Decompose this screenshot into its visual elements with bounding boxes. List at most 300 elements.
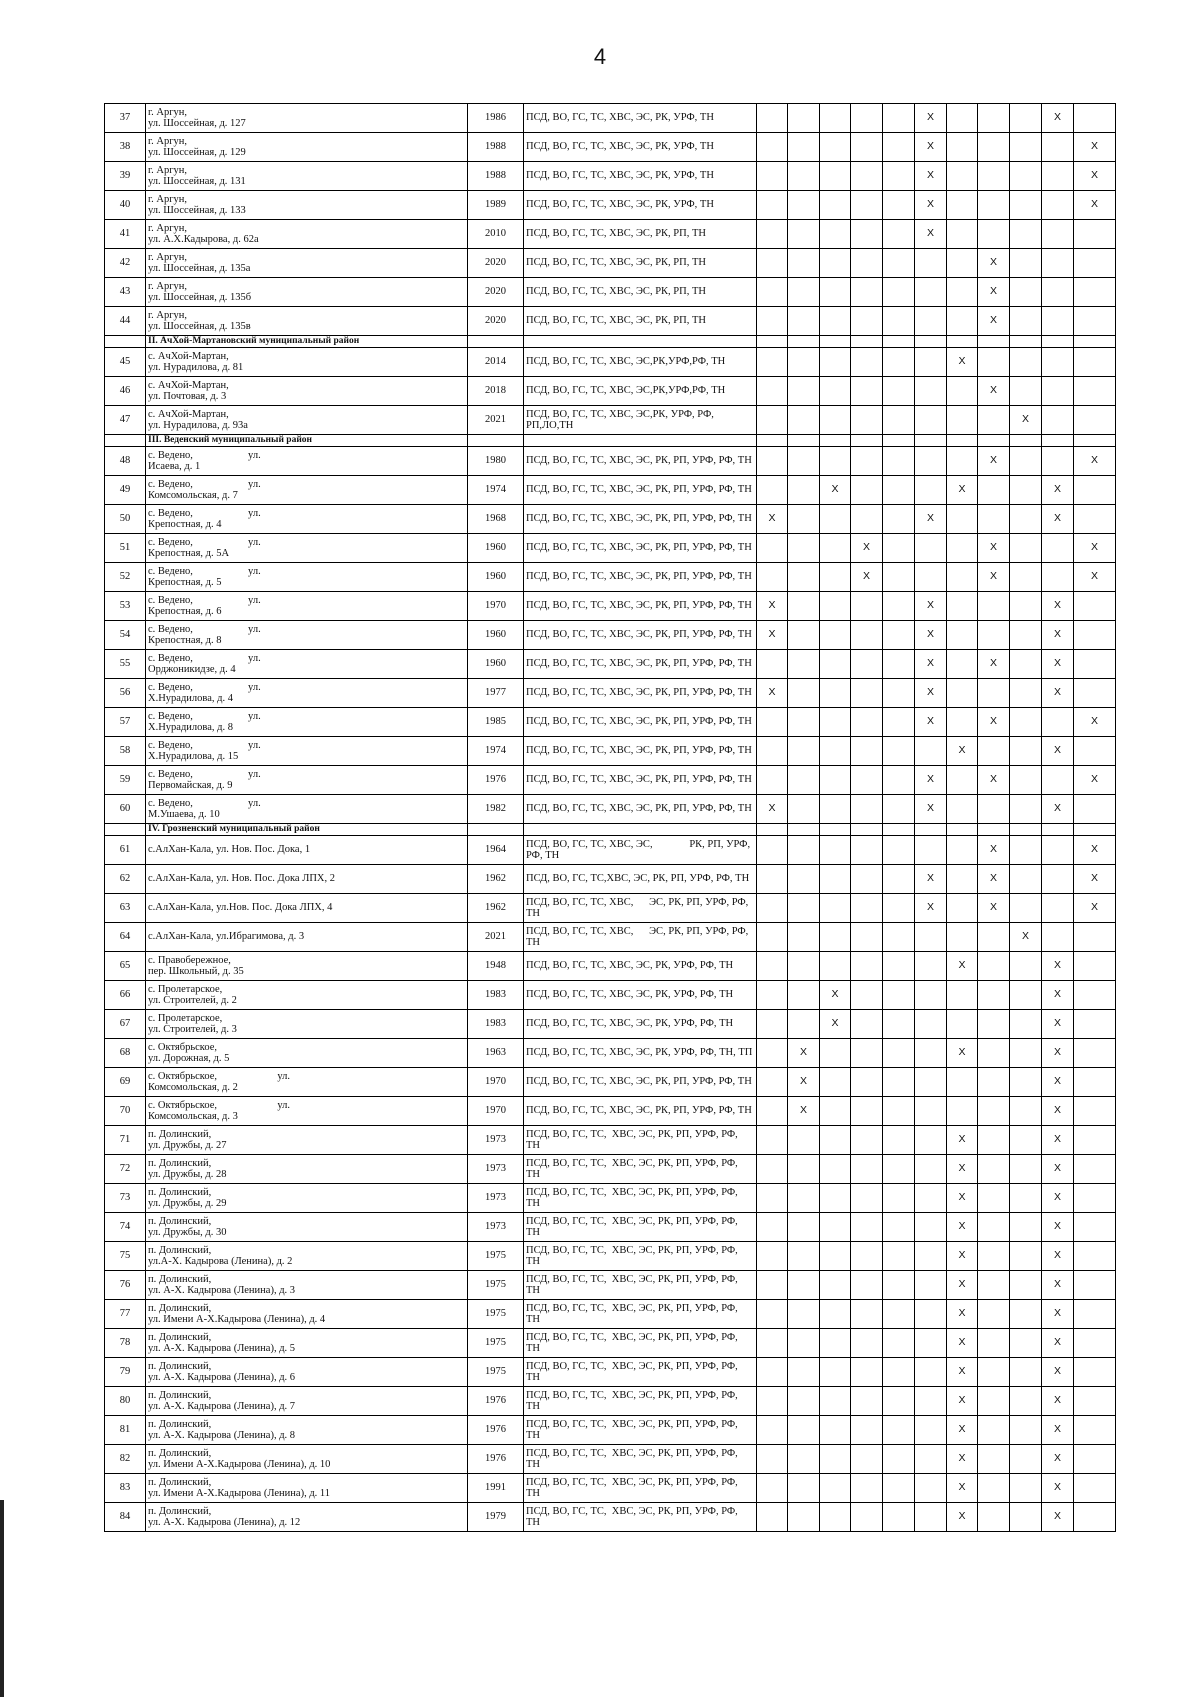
address-line: ул. Дружбы, д. 29: [148, 1198, 227, 1209]
mark-cell: [757, 307, 788, 336]
mark-cell: [883, 1416, 915, 1445]
mark-cell: X: [947, 1329, 978, 1358]
table-row: [105, 836, 1116, 865]
mark-cell: [883, 795, 915, 824]
mark-cell: [1010, 1039, 1042, 1068]
section-empty-cell: [788, 435, 820, 447]
works-cell: ПСД, ВО, ГС, ТС, ХВС, ЭС, РК, УРФ, РФ, ТН: [524, 952, 757, 981]
mark-cell: [1074, 952, 1116, 981]
mark-cell: [1074, 1329, 1116, 1358]
row-number: 58: [105, 737, 146, 766]
mark-cell: X: [1042, 1387, 1074, 1416]
mark-cell: X: [915, 865, 947, 894]
mark-cell: [851, 1242, 883, 1271]
address-line: с. АчХой-Мартан,: [148, 408, 229, 420]
table-row: [105, 1068, 1116, 1097]
table-row: [105, 1184, 1116, 1213]
address-line: ул. А-Х. Кадырова (Ленина), д. 12: [148, 1517, 301, 1528]
address-line: ул. А-Х. Кадырова (Ленина), д. 5: [148, 1343, 296, 1354]
mark-cell: [915, 1155, 947, 1184]
mark-cell: [788, 447, 820, 476]
mark-cell: [820, 563, 851, 592]
address-line: ул. Строителей, д. 3: [148, 1024, 237, 1035]
year-cell: 1979: [468, 1503, 524, 1532]
mark-cell: [915, 1213, 947, 1242]
mark-cell: [757, 447, 788, 476]
mark-cell: X: [978, 249, 1010, 278]
mark-cell: [851, 1329, 883, 1358]
address-cell: [146, 1474, 468, 1503]
mark-cell: [851, 1010, 883, 1039]
mark-cell: [757, 766, 788, 795]
mark-cell: [788, 981, 820, 1010]
address-line: с. Ведено, ул.: [148, 507, 261, 519]
table-row: [105, 650, 1116, 679]
row-number: 57: [105, 708, 146, 737]
mark-cell: X: [947, 737, 978, 766]
mark-cell: [788, 307, 820, 336]
row-number: 41: [105, 220, 146, 249]
table-row: [105, 621, 1116, 650]
table-row: [105, 563, 1116, 592]
scan-edge-mark: [0, 1500, 4, 1697]
mark-cell: X: [1042, 981, 1074, 1010]
mark-cell: [883, 1271, 915, 1300]
table-row: [105, 1445, 1116, 1474]
year-cell: 1988: [468, 133, 524, 162]
mark-cell: [757, 1329, 788, 1358]
mark-cell: [788, 836, 820, 865]
section-empty-cell: [1074, 336, 1116, 348]
mark-cell: [915, 406, 947, 435]
mark-cell: X: [1042, 1097, 1074, 1126]
row-number: 40: [105, 191, 146, 220]
mark-cell: [851, 191, 883, 220]
mark-cell: [851, 650, 883, 679]
mark-cell: [757, 220, 788, 249]
mark-cell: [820, 592, 851, 621]
mark-cell: [915, 1474, 947, 1503]
mark-cell: [1010, 679, 1042, 708]
mark-cell: [947, 795, 978, 824]
works-cell: ПСД, ВО, ГС, ТС, ХВС, ЭС, РК, РП, УРФ, РФ, ТН: [524, 1242, 757, 1271]
mark-cell: [851, 679, 883, 708]
mark-cell: [1042, 894, 1074, 923]
works-cell: ПСД, ВО, ГС, ТС, ХВС, ЭС, РК, РП, УРФ, РФ, ТН: [524, 650, 757, 679]
address-cell: [146, 865, 468, 894]
mark-cell: [947, 865, 978, 894]
address-cell: [146, 563, 468, 592]
address-line: ул. А.Х.Кадырова, д. 62а: [148, 234, 259, 245]
address-line: г. Аргун,: [148, 193, 188, 205]
mark-cell: [1010, 708, 1042, 737]
mark-cell: X: [1042, 952, 1074, 981]
mark-cell: [1042, 133, 1074, 162]
mark-cell: [820, 795, 851, 824]
mark-cell: X: [1042, 1503, 1074, 1532]
address-cell: [146, 191, 468, 220]
table-row: [105, 191, 1116, 220]
mark-cell: [883, 592, 915, 621]
mark-cell: [1010, 592, 1042, 621]
mark-cell: X: [1074, 894, 1116, 923]
row-number: 38: [105, 133, 146, 162]
mark-cell: [1074, 1271, 1116, 1300]
mark-cell: [947, 650, 978, 679]
mark-cell: [1074, 737, 1116, 766]
mark-cell: [820, 249, 851, 278]
mark-cell: X: [978, 377, 1010, 406]
mark-cell: [978, 1184, 1010, 1213]
year-cell: 1980: [468, 447, 524, 476]
mark-cell: [915, 377, 947, 406]
address-line: Крепостная, д. 6: [148, 606, 222, 617]
table-row: [105, 679, 1116, 708]
mark-cell: [915, 923, 947, 952]
year-cell: 1968: [468, 505, 524, 534]
mark-cell: [883, 1097, 915, 1126]
mark-cell: X: [1074, 865, 1116, 894]
mark-cell: [1074, 592, 1116, 621]
mark-cell: [883, 1010, 915, 1039]
mark-cell: [1010, 1097, 1042, 1126]
year-cell: 1982: [468, 795, 524, 824]
mark-cell: [1074, 249, 1116, 278]
mark-cell: [1010, 1445, 1042, 1474]
address-line: ул. Шоссейная, д. 127: [148, 118, 246, 129]
mark-cell: [947, 220, 978, 249]
mark-cell: [788, 191, 820, 220]
works-cell: ПСД, ВО, ГС, ТС, ХВС, ЭС,РК,УРФ,РФ, ТН: [524, 348, 757, 377]
mark-cell: [1074, 307, 1116, 336]
mark-cell: [978, 348, 1010, 377]
works-cell: ПСД, ВО, ГС, ТС, ХВС, ЭС, РК, РП, УРФ, РФ, ТН: [524, 563, 757, 592]
address-line: п. Долинский,: [148, 1331, 212, 1343]
row-number: 80: [105, 1387, 146, 1416]
mark-cell: X: [1042, 1010, 1074, 1039]
mark-cell: [757, 348, 788, 377]
mark-cell: X: [1042, 737, 1074, 766]
mark-cell: [947, 766, 978, 795]
year-cell: 1977: [468, 679, 524, 708]
row-number: 79: [105, 1358, 146, 1387]
mark-cell: [1010, 191, 1042, 220]
mark-cell: [851, 1503, 883, 1532]
address-line: г. Аргун,: [148, 251, 188, 263]
mark-cell: [1074, 1416, 1116, 1445]
address-line: п. Долинский,: [148, 1476, 212, 1488]
mark-cell: [978, 1213, 1010, 1242]
year-cell: 1976: [468, 1387, 524, 1416]
table-row: [105, 708, 1116, 737]
section-empty-cell: [915, 336, 947, 348]
address-cell: [146, 220, 468, 249]
row-number: 56: [105, 679, 146, 708]
mark-cell: X: [915, 220, 947, 249]
mark-cell: [1042, 307, 1074, 336]
section-empty-cell: [1042, 435, 1074, 447]
mark-cell: [851, 1068, 883, 1097]
address-line: Крепостная, д. 5А: [148, 548, 230, 559]
row-number: 51: [105, 534, 146, 563]
mark-cell: [820, 1039, 851, 1068]
mark-cell: [851, 1358, 883, 1387]
mark-cell: [757, 104, 788, 133]
mark-cell: [915, 981, 947, 1010]
address-cell: [146, 348, 468, 377]
mark-cell: [1074, 1126, 1116, 1155]
address-cell: [146, 981, 468, 1010]
mark-cell: [1042, 865, 1074, 894]
mark-cell: [757, 894, 788, 923]
year-cell: 2020: [468, 278, 524, 307]
row-number: 46: [105, 377, 146, 406]
mark-cell: [915, 348, 947, 377]
mark-cell: [883, 1445, 915, 1474]
mark-cell: [757, 708, 788, 737]
mark-cell: X: [978, 836, 1010, 865]
address-cell: [146, 133, 468, 162]
row-number: 60: [105, 795, 146, 824]
mark-cell: [820, 377, 851, 406]
mark-cell: X: [978, 534, 1010, 563]
address-cell: [146, 592, 468, 621]
table-row: [105, 1358, 1116, 1387]
mark-cell: [788, 1300, 820, 1329]
mark-cell: [820, 894, 851, 923]
works-cell: ПСД, ВО, ГС, ТС, ХВС, ЭС, РК, РП, УРФ, РФ, ТН: [524, 1068, 757, 1097]
address-line: ул. А-Х. Кадырова (Ленина), д. 3: [148, 1285, 296, 1296]
address-line: ул. Строителей, д. 2: [148, 995, 237, 1006]
table-row: [105, 348, 1116, 377]
mark-cell: X: [1042, 476, 1074, 505]
works-cell: ПСД, ВО, ГС, ТС, ХВС, ЭС, РК, РП, УРФ, РФ, ТН: [524, 1097, 757, 1126]
table-row: [105, 1387, 1116, 1416]
address-line: с.АлХан-Кала, ул. Нов. Пос. Дока ЛПХ, 2: [148, 873, 335, 885]
section-empty-cell: [757, 824, 788, 836]
table-row: [105, 505, 1116, 534]
row-number: 82: [105, 1445, 146, 1474]
address-line: с.АлХан-Кала, ул.Нов. Пос. Дока ЛПХ, 4: [148, 902, 333, 914]
address-cell: [146, 1300, 468, 1329]
address-cell: [146, 1271, 468, 1300]
section-empty-cell: [947, 824, 978, 836]
mark-cell: [851, 220, 883, 249]
mark-cell: [820, 1097, 851, 1126]
mark-cell: [788, 1126, 820, 1155]
address-line: М.Ушаева, д. 10: [148, 809, 220, 820]
works-cell: ПСД, ВО, ГС, ТС, ХВС, ЭС, РК, РП, ТН: [524, 278, 757, 307]
mark-cell: X: [1042, 1155, 1074, 1184]
mark-cell: X: [1074, 447, 1116, 476]
table-row: [105, 952, 1116, 981]
mark-cell: [851, 1184, 883, 1213]
mark-cell: [851, 592, 883, 621]
mark-cell: X: [947, 1387, 978, 1416]
works-cell: ПСД, ВО, ГС, ТС, ХВС, ЭС, РК, РП, УРФ, РФ, ТН: [524, 1155, 757, 1184]
mark-cell: [1010, 1126, 1042, 1155]
table-row: [105, 737, 1116, 766]
mark-cell: [1010, 737, 1042, 766]
mark-cell: X: [947, 1184, 978, 1213]
mark-cell: [883, 737, 915, 766]
mark-cell: [978, 220, 1010, 249]
mark-cell: [978, 1242, 1010, 1271]
mark-cell: [1010, 1387, 1042, 1416]
year-cell: 1974: [468, 476, 524, 505]
mark-cell: [820, 1358, 851, 1387]
year-cell: 2020: [468, 249, 524, 278]
mark-cell: [788, 1445, 820, 1474]
mark-cell: [978, 1300, 1010, 1329]
table-row: [105, 1039, 1116, 1068]
address-cell: [146, 1503, 468, 1532]
address-cell: [146, 307, 468, 336]
mark-cell: [851, 1271, 883, 1300]
mark-cell: [915, 1271, 947, 1300]
mark-cell: [1010, 836, 1042, 865]
row-number: 48: [105, 447, 146, 476]
mark-cell: X: [820, 476, 851, 505]
mark-cell: [757, 1474, 788, 1503]
address-line: с. Ведено, ул.: [148, 681, 261, 693]
mark-cell: [915, 534, 947, 563]
mark-cell: X: [915, 104, 947, 133]
year-cell: 1989: [468, 191, 524, 220]
works-cell: ПСД, ВО, ГС, ТС, ХВС, ЭС, РК, РП, УРФ, РФ, ТН: [524, 894, 757, 923]
section-empty-cell: [757, 435, 788, 447]
mark-cell: [883, 1387, 915, 1416]
mark-cell: X: [1042, 592, 1074, 621]
year-cell: 1985: [468, 708, 524, 737]
table-row: [105, 1213, 1116, 1242]
mark-cell: X: [947, 952, 978, 981]
works-cell: ПСД, ВО, ГС, ТС, ХВС, ЭС, РК, РП, УРФ, РФ, ТН: [524, 592, 757, 621]
works-cell: ПСД, ВО, ГС, ТС, ХВС, ЭС, РК, РП, УРФ, РФ, ТН: [524, 708, 757, 737]
address-cell: [146, 1358, 468, 1387]
address-line: с. Октябрьское, ул.: [148, 1070, 291, 1082]
works-cell: ПСД, ВО, ГС, ТС, ХВС, ЭС, РК, УРФ, ТН: [524, 162, 757, 191]
mark-cell: [757, 534, 788, 563]
mark-cell: X: [915, 766, 947, 795]
address-line: пер. Школьный, д. 35: [148, 966, 244, 977]
mark-cell: [1010, 377, 1042, 406]
table-row: [105, 104, 1116, 133]
row-number: 49: [105, 476, 146, 505]
mark-cell: [757, 1271, 788, 1300]
mark-cell: [978, 795, 1010, 824]
mark-cell: [788, 1213, 820, 1242]
mark-cell: [1074, 1474, 1116, 1503]
mark-cell: [820, 1184, 851, 1213]
row-number: 39: [105, 162, 146, 191]
mark-cell: [757, 865, 788, 894]
address-cell: [146, 708, 468, 737]
mark-cell: [883, 923, 915, 952]
address-cell: [146, 505, 468, 534]
section-empty-cell: [820, 824, 851, 836]
works-cell: ПСД, ВО, ГС, ТС, ХВС, ЭС, РК, РП, УРФ, РФ, ТН: [524, 1445, 757, 1474]
address-line: ул. Дружбы, д. 30: [148, 1227, 227, 1238]
mark-cell: [978, 1387, 1010, 1416]
mark-cell: [1010, 563, 1042, 592]
address-line: с.АлХан-Кала, ул. Нов. Пос. Дока, 1: [148, 844, 311, 856]
mark-cell: [947, 406, 978, 435]
mark-cell: X: [1042, 795, 1074, 824]
mark-cell: X: [978, 307, 1010, 336]
year-cell: 1970: [468, 592, 524, 621]
mark-cell: [978, 1416, 1010, 1445]
row-number: 52: [105, 563, 146, 592]
mark-cell: [947, 447, 978, 476]
mark-cell: [820, 923, 851, 952]
mark-cell: [1074, 1068, 1116, 1097]
row-number: 74: [105, 1213, 146, 1242]
row-number: 53: [105, 592, 146, 621]
mark-cell: [978, 1097, 1010, 1126]
page-number: 4: [593, 44, 607, 69]
mark-cell: [1074, 679, 1116, 708]
address-line: г. Аргун,: [148, 164, 188, 176]
mark-cell: [915, 249, 947, 278]
section-empty-cell: [1074, 824, 1116, 836]
mark-cell: X: [1042, 1184, 1074, 1213]
address-line: Комсомольская, д. 3: [148, 1111, 238, 1122]
mark-cell: [820, 621, 851, 650]
mark-cell: X: [757, 592, 788, 621]
mark-cell: [1074, 1010, 1116, 1039]
mark-cell: [820, 534, 851, 563]
mark-cell: [883, 766, 915, 795]
works-cell: ПСД, ВО, ГС, ТС, ХВС, ЭС, РК, РП, УРФ, РФ, ТН: [524, 447, 757, 476]
year-cell: 2010: [468, 220, 524, 249]
address-line: с. Ведено, ул.: [148, 536, 261, 548]
mark-cell: [1010, 447, 1042, 476]
table-row: [105, 1329, 1116, 1358]
mark-cell: [757, 191, 788, 220]
mark-cell: X: [947, 1416, 978, 1445]
address-cell: [146, 1126, 468, 1155]
mark-cell: X: [947, 1242, 978, 1271]
mark-cell: [820, 104, 851, 133]
mark-cell: [978, 1329, 1010, 1358]
row-number: 81: [105, 1416, 146, 1445]
mark-cell: [1010, 104, 1042, 133]
section-empty-cell: [883, 435, 915, 447]
mark-cell: [947, 505, 978, 534]
row-number: 76: [105, 1271, 146, 1300]
mark-cell: [947, 1010, 978, 1039]
row-number: 54: [105, 621, 146, 650]
address-line: Крепостная, д. 8: [148, 635, 222, 646]
mark-cell: [1010, 1242, 1042, 1271]
address-cell: [146, 894, 468, 923]
mark-cell: [883, 1155, 915, 1184]
mark-cell: [1042, 220, 1074, 249]
row-number: 73: [105, 1184, 146, 1213]
mark-cell: [1042, 836, 1074, 865]
address-cell: [146, 1097, 468, 1126]
mark-cell: [851, 836, 883, 865]
row-number: 47: [105, 406, 146, 435]
mark-cell: [757, 1358, 788, 1387]
works-cell: ПСД, ВО, ГС, ТС, ХВС, ЭС, РК, РП, УРФ, РФ, ТН: [524, 1387, 757, 1416]
row-number: 63: [105, 894, 146, 923]
mark-cell: [851, 1445, 883, 1474]
section-row: [105, 824, 1116, 836]
mark-cell: [851, 104, 883, 133]
mark-cell: [757, 278, 788, 307]
